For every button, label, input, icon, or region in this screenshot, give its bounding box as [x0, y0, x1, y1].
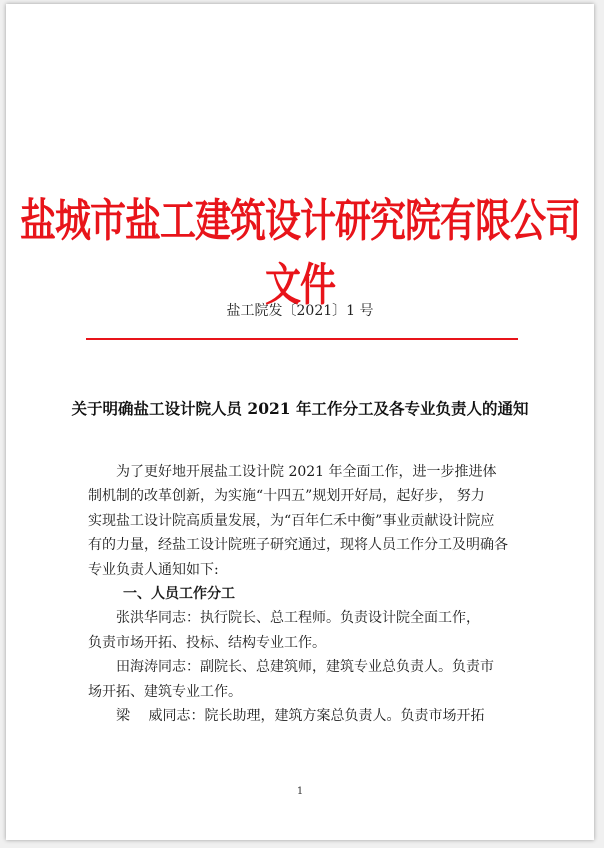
page-number: 1	[296, 786, 304, 797]
body-line: 场开拓、建筑专业工作。	[88, 683, 242, 700]
body-line: 制机制的改革创新，为实施“十四五”规划开好局，起好步， 努力	[88, 488, 485, 505]
body-line: 实现盐工设计院高质量发展，为“百年仁禾中衡”事业贡献设计院应	[88, 512, 495, 529]
document-body	[88, 460, 528, 728]
body-line: 负责市场开拓、投标、结构专业工作。	[88, 634, 326, 651]
red-divider-line	[86, 338, 518, 340]
body-line: 专业负责人通知如下:	[88, 561, 219, 578]
body-line: 为了更好地开展盐工设计院 2021 年全面工作，进一步推进体	[116, 464, 497, 480]
body-line: 梁 威同志：院长助理，建筑方案总负责人。负责市场开拓	[116, 708, 485, 725]
body-line: 有的力量，经盐工设计院班子研究通过，现将人员工作分工及明确各	[88, 537, 508, 554]
body-line: 张洪华同志：执行院长、总工程师。负责设计院全面工作，	[116, 610, 480, 627]
notice-title: 关于明确盐工设计院人员 2021 年工作分工及各专业负责人的通知	[71, 399, 529, 418]
document-number: 盐工院发〔2021〕1 号	[226, 303, 374, 319]
document-page	[6, 4, 594, 840]
section-heading: 一、人员工作分工	[123, 586, 235, 603]
document-masthead: 盐城市盐工建筑设计研究院有限公司文件	[19, 196, 580, 311]
body-line: 田海涛同志：副院长、总建筑师，建筑专业总负责人。负责市	[116, 659, 494, 676]
